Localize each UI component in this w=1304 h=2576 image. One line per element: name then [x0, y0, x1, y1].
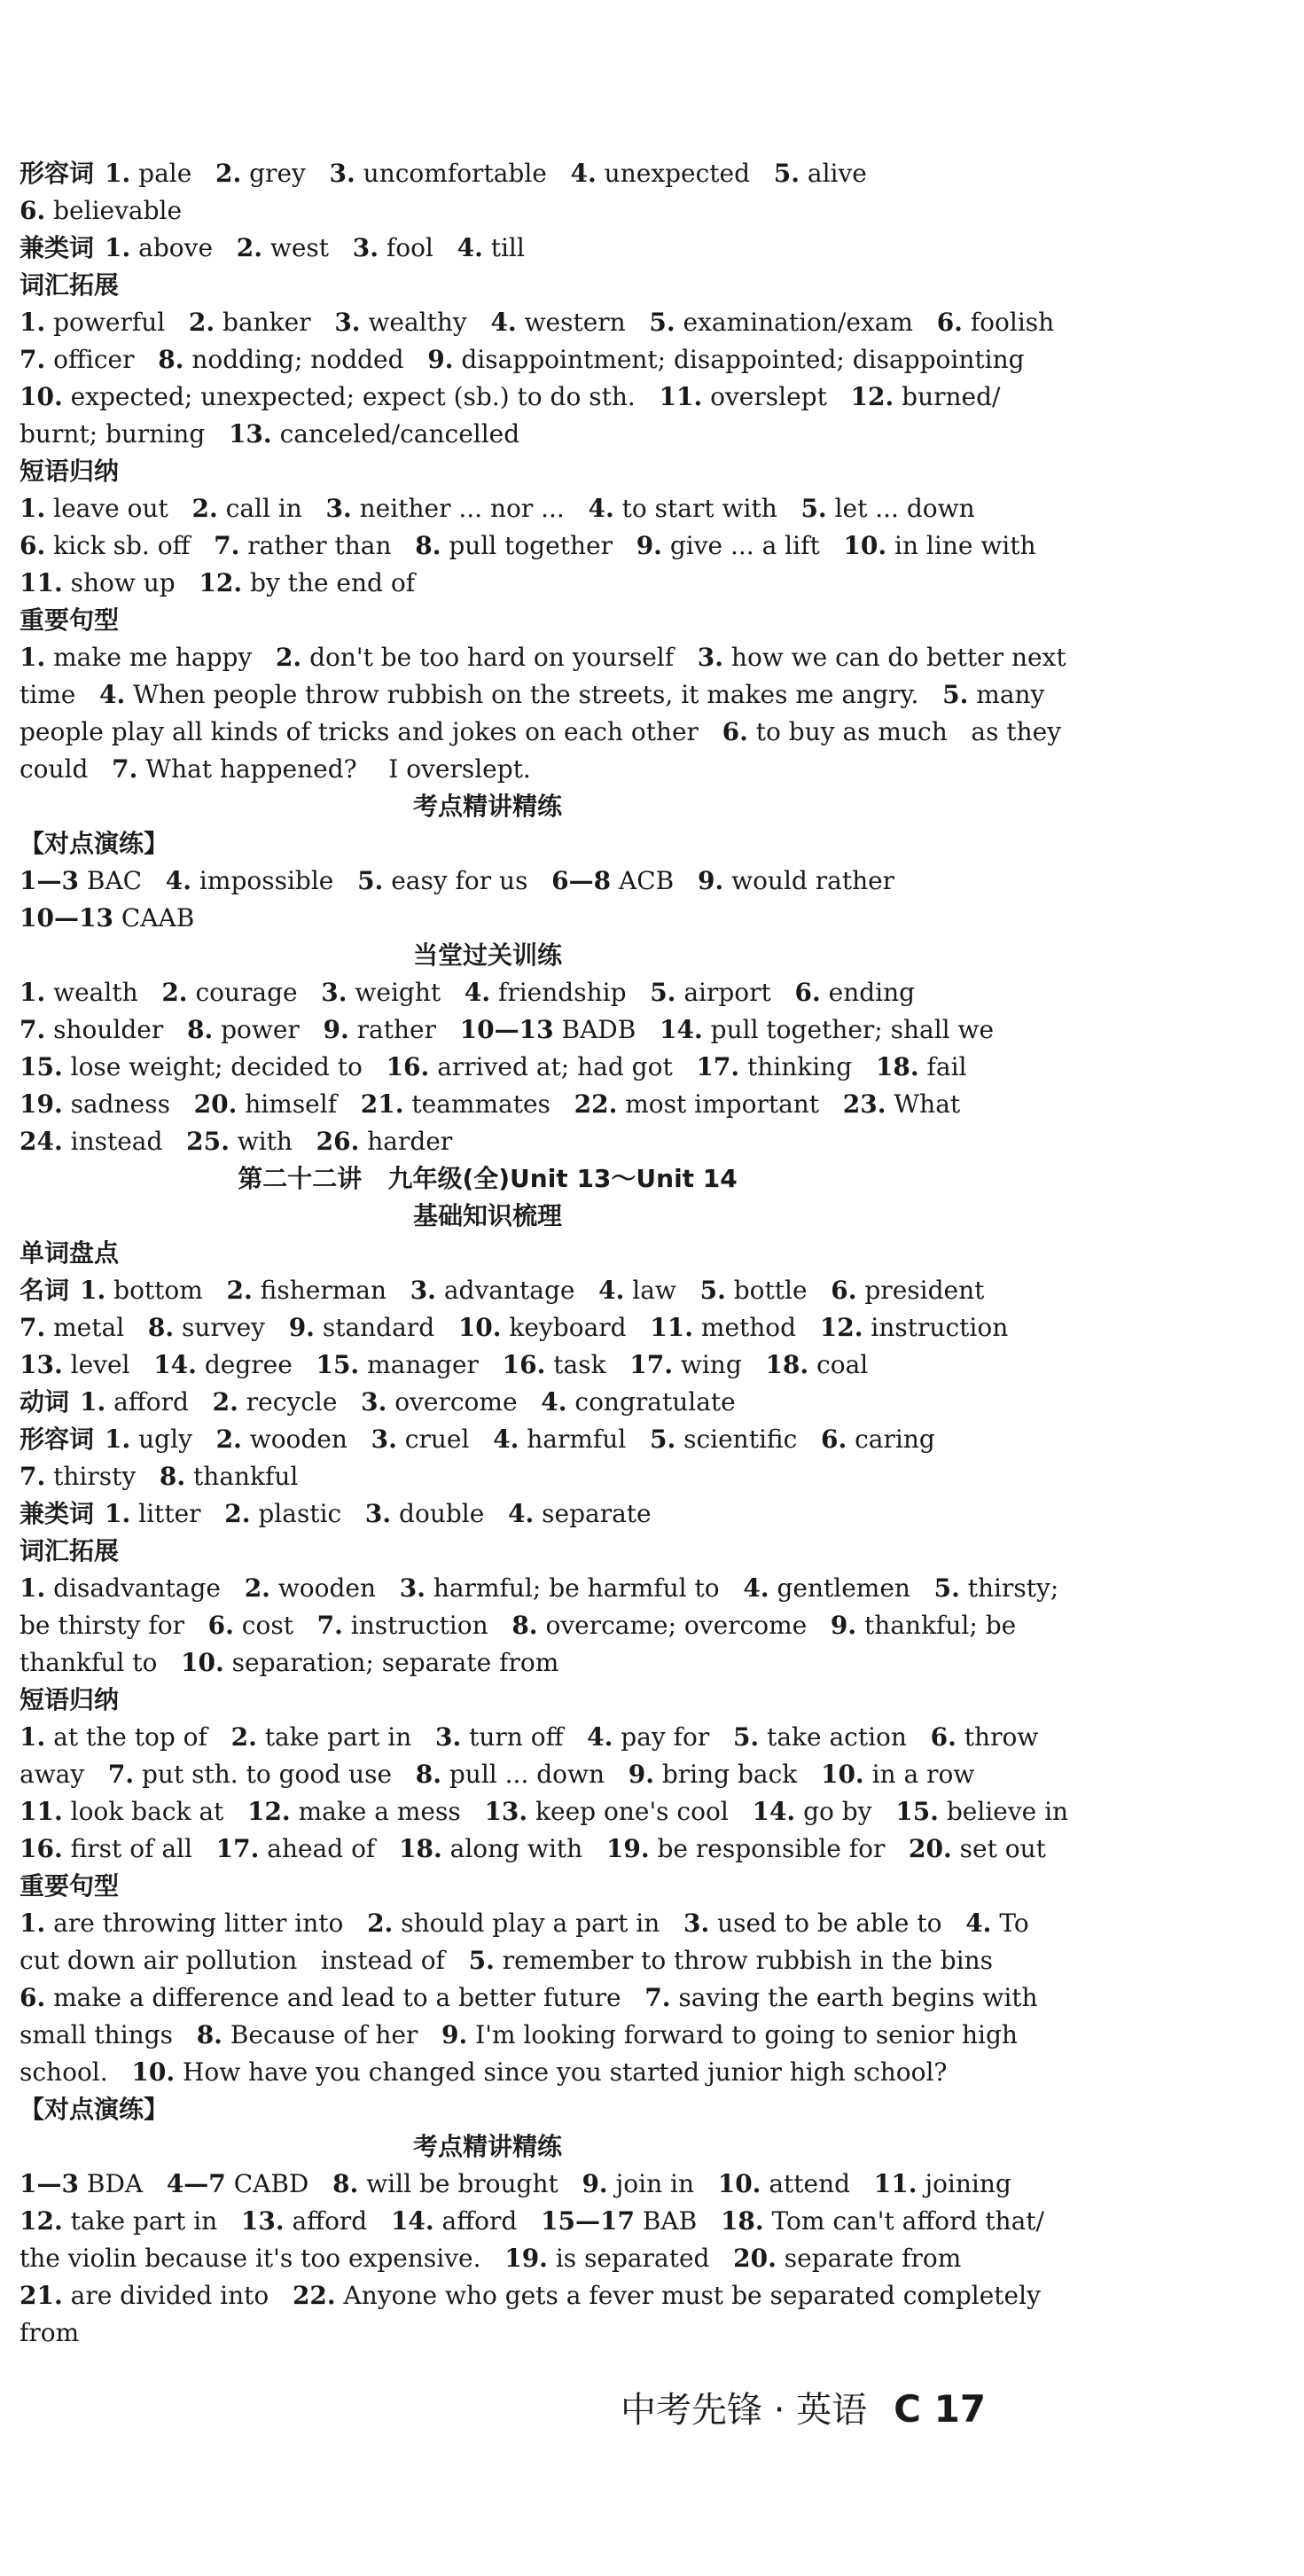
section-heading: 考点精讲精练	[412, 792, 562, 821]
text-line: 1. are throwing litter into 2. should play a part in 3. used to be able to 4. To	[20, 1909, 1029, 1938]
text-line: 重要句型	[20, 605, 120, 635]
text-line: 1—3 BAC 4. impossible 5. easy for us 6—8 ACB 9. would rather	[20, 866, 895, 895]
text-line: 10. expected; unexpected; expect (sb.) to do sth. 11. overslept 12. burned/	[20, 382, 1001, 411]
text-line: from	[20, 2318, 80, 2347]
text-line: 7. thirsty 8. thankful	[20, 1462, 299, 1491]
text-line: 形容词 1. ugly 2. wooden 3. cruel 4. harmful 5. scientific 6. caring	[20, 1425, 935, 1454]
text-line: away 7. put sth. to good use 8. pull ... down 9. bring back 10. in a row	[20, 1760, 975, 1789]
book-title: 中考先锋 · 英语	[621, 2390, 868, 2431]
text-line: 【对点演练】	[20, 2095, 169, 2124]
page-number: C 17	[894, 2387, 987, 2431]
text-line: 形容词 1. pale 2. grey 3. uncomfortable 4. unexpected 5. alive	[20, 159, 867, 188]
text-line: 12. take part in 13. afford 14. afford 15—17 BAB 18. Tom can't afford that/	[20, 2206, 1044, 2236]
text-line: 词汇拓展	[20, 1536, 120, 1565]
text-line: 1. powerful 2. banker 3. wealthy 4. western 5. examination/exam 6. foolish	[20, 308, 1055, 337]
text-line: time 4. When people throw rubbish on the streets, it makes me angry. 5. many	[20, 680, 1045, 709]
text-line: 动词 1. afford 2. recycle 3. overcome 4. congratulate	[20, 1387, 736, 1417]
text-line: could 7. What happened? I overslept.	[20, 754, 531, 784]
text-line: 7. metal 8. survey 9. standard 10. keyboard 11. method 12. instruction	[20, 1313, 1009, 1342]
text-line: be thirsty for 6. cost 7. instruction 8. overcame; overcome 9. thankful; be	[20, 1611, 1017, 1640]
text-line: 11. look back at 12. make a mess 13. keep one's cool 14. go by 15. believe in	[20, 1797, 1069, 1826]
text-line: 10—13 CAAB	[20, 903, 195, 933]
text-line: 6. kick sb. off 7. rather than 8. pull together 9. give ... a lift 10. in line with	[20, 531, 1036, 560]
text-line: 15. lose weight; decided to 16. arrived at; had got 17. thinking 18. fail	[20, 1052, 967, 1081]
text-line: 短语归纳	[20, 457, 120, 486]
text-line: 13. level 14. degree 15. manager 16. task 17. wing 18. coal	[20, 1350, 869, 1379]
lesson-title: 第二十二讲 九年级(全)Unit 13～Unit 14	[238, 1164, 738, 1193]
text-line: 单词盘点	[20, 1238, 120, 1268]
text-line: 7. shoulder 8. power 9. rather 10—13 BADB 14. pull together; shall we	[20, 1015, 995, 1044]
text-line: 重要句型	[20, 1871, 120, 1901]
text-line: 1—3 BDA 4—7 CABD 8. will be brought 9. join in 10. attend 11. joining	[20, 2169, 1011, 2198]
section-heading: 当堂过关训练	[412, 941, 562, 970]
text-line: cut down air pollution instead of 5. remember to throw rubbish in the bins	[20, 1946, 994, 1975]
text-line: 名词 1. bottom 2. fisherman 3. advantage 4. law 5. bottle 6. president	[20, 1276, 985, 1305]
text-line: small things 8. Because of her 9. I'm looking forward to going to senior high	[20, 2020, 1018, 2049]
text-line: thankful to 10. separation; separate from	[20, 1648, 559, 1677]
text-line: 6. make a difference and lead to a better future 7. saving the earth begins with	[20, 1983, 1038, 2012]
page-footer	[621, 2385, 986, 2435]
text-line: 1. disadvantage 2. wooden 3. harmful; be harmful to 4. gentlemen 5. thirsty;	[20, 1573, 1059, 1603]
text-line: 6. believable	[20, 196, 183, 225]
text-line: 短语归纳	[20, 1685, 120, 1714]
text-line: school. 10. How have you changed since you started junior high school?	[20, 2057, 948, 2087]
text-line: 1. at the top of 2. take part in 3. turn off 4. pay for 5. take action 6. throw	[20, 1722, 1039, 1752]
text-line: 词汇拓展	[20, 270, 120, 300]
section-heading: 基础知识梳理	[412, 1201, 562, 1230]
text-line: 【对点演练】	[20, 829, 169, 858]
text-line: 1. wealth 2. courage 3. weight 4. friendship 5. airport 6. ending	[20, 978, 916, 1007]
text-line: 11. show up 12. by the end of	[20, 568, 416, 597]
text-line: 19. sadness 20. himself 21. teammates 22. most important 23. What	[20, 1089, 961, 1119]
text-line: 16. first of all 17. ahead of 18. along with 19. be responsible for 20. set out	[20, 1834, 1046, 1863]
text-line: 1. make me happy 2. don't be too hard on yourself 3. how we can do better next	[20, 643, 1066, 672]
text-line: people play all kinds of tricks and jokes on each other 6. to buy as much as they	[20, 717, 1062, 746]
section-heading: 考点精讲精练	[412, 2132, 562, 2161]
text-line: 1. leave out 2. call in 3. neither ... nor ... 4. to start with 5. let ... down	[20, 494, 975, 523]
text-line: 兼类词 1. litter 2. plastic 3. double 4. separate	[20, 1499, 652, 1528]
text-line: 兼类词 1. above 2. west 3. fool 4. till	[20, 233, 525, 262]
text-line: the violin because it's too expensive. 19. is separated 20. separate from	[20, 2244, 962, 2273]
text-line: 7. officer 8. nodding; nodded 9. disappointment; disappointed; disappointing	[20, 345, 1025, 374]
text-line: 21. are divided into 22. Anyone who gets a fever must be separated completely	[20, 2281, 1041, 2310]
text-line: 24. instead 25. with 26. harder	[20, 1127, 453, 1156]
text-line: burnt; burning 13. canceled/cancelled	[20, 419, 520, 449]
